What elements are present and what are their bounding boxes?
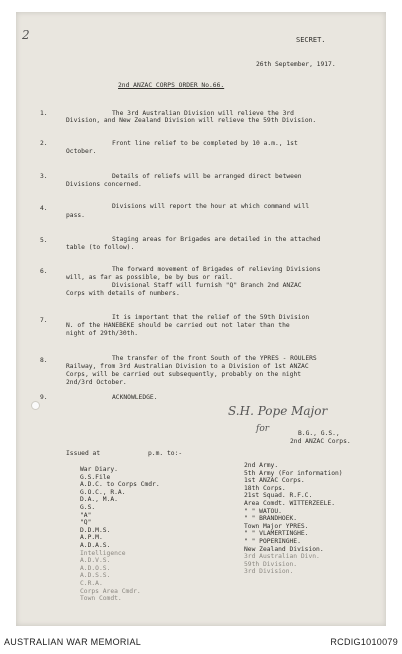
para-line: Divisions concerned.	[66, 181, 142, 188]
footer-bar	[0, 628, 402, 654]
distribution-entry: D.A., M.A.	[80, 496, 118, 504]
distribution-entry: Town Comdt.	[80, 595, 122, 603]
para-line: Front line relief to be completed by 10 a.m., 1st	[112, 140, 298, 147]
distribution-entry: " " BRANDHOEK.	[244, 515, 298, 523]
para-number: 2.	[40, 140, 48, 147]
para-number: 1.	[40, 110, 48, 117]
footer-record-id: RCDIG1010079	[330, 637, 398, 647]
para-line: Corps, will be carried out subsequently, probably on the night	[66, 371, 302, 378]
para-line: pass.	[66, 212, 85, 219]
footer-institution: AUSTRALIAN WAR MEMORIAL	[4, 637, 142, 647]
date: 26th September, 1917.	[256, 61, 336, 68]
para-line: Staging areas for Brigades are detailed in the attached	[112, 236, 321, 243]
distribution-entry: Area Comdt. WITTERZEELE.	[244, 500, 335, 507]
distribution-entry: A.D.C. to Corps Cmdr.	[80, 481, 160, 489]
distribution-entry: War Diary.	[80, 466, 118, 473]
distribution-entry: G.S.File	[80, 473, 111, 481]
distribution-entry: " " VLAMERTINGHE.	[244, 530, 309, 538]
para-number: 8.	[40, 357, 48, 364]
distribution-entry: Town Major YPRES.	[244, 522, 309, 530]
para-line: will, as far as possible, be by bus or rail.	[66, 274, 233, 281]
para-line: ACKNOWLEDGE.	[112, 394, 158, 401]
distribution-entry: " " POPERINGHE.	[244, 538, 301, 545]
para-number: 6.	[40, 268, 48, 275]
distribution-entry: Intelligence	[80, 549, 126, 557]
distribution-entry: D.D.M.S.	[80, 526, 111, 534]
distribution-entry: " " WATOU.	[244, 507, 282, 515]
order-title: 2nd ANZAC CORPS ORDER No.66.	[118, 82, 225, 89]
para-number: 7.	[40, 317, 48, 324]
para-line: Railway, from 3rd Australian Division to a Division of 1st ANZAC	[66, 363, 309, 370]
para-line: October.	[66, 148, 97, 155]
distribution-entry: G.O.C., R.A.	[80, 488, 126, 496]
para-line: Division, and New Zealand Division will relieve the 59th Division.	[66, 117, 317, 124]
para-line: table (to follow).	[66, 244, 135, 251]
signatory-rank: B.G., G.S.,	[298, 430, 340, 437]
para-line: The 3rd Australian Division will relieve the 3rd	[112, 110, 294, 117]
distribution-entry: A.D.A.S.	[80, 542, 111, 549]
issued-at: Issued at	[66, 450, 101, 457]
page-number-handwritten: 2	[22, 28, 30, 42]
distribution-entry: 21st Squad. R.F.C.	[244, 492, 313, 500]
para-line: N. of the HANEBEKE should be carried out not later than the	[66, 322, 290, 329]
distribution-entry: 59th Division.	[244, 560, 298, 568]
distribution-entry: 3rd Australian Divn.	[244, 553, 320, 561]
para-number: 5.	[40, 237, 48, 244]
distribution-entry: "A"	[80, 511, 92, 519]
para-line: The transfer of the front South of the YPRES - ROULERS	[112, 355, 317, 362]
signatory-unit: 2nd ANZAC Corps.	[290, 438, 351, 445]
para-line: The forward movement of Brigades of relieving Divisions	[112, 266, 321, 273]
para-number: 3.	[40, 173, 48, 180]
para-line: 2nd/3rd October.	[66, 379, 127, 386]
punch-hole	[31, 401, 40, 410]
para-line: Details of reliefs will be arranged direct between	[112, 173, 302, 180]
issued-pm: p.m. to:-	[148, 450, 183, 457]
distribution-entry: G.S.	[80, 504, 96, 511]
distribution-entry: 5th Army (For information)	[244, 469, 343, 477]
para-number: 9.	[40, 394, 48, 401]
para-line: Corps with details of numbers.	[66, 290, 180, 297]
para-line: It is important that the relief of the 59th Division	[112, 314, 310, 321]
para-line: Divisional Staff will furnish "Q" Branch 2nd ANZAC	[112, 282, 302, 289]
para-line: night of 29th/30th.	[66, 330, 139, 337]
distribution-entry: 18th Corps.	[244, 484, 286, 492]
signature: S.H. Pope Major	[228, 404, 328, 418]
classification: SECRET.	[296, 36, 326, 44]
distribution-entry: A.D.O.S.	[80, 564, 111, 572]
signature-for: for	[256, 424, 270, 434]
distribution-entry: A.D.S.S.	[80, 572, 111, 580]
distribution-entry: A.P.M.	[80, 534, 103, 542]
distribution-entry: "Q"	[80, 519, 92, 527]
distribution-entry: 2nd Army.	[244, 462, 279, 469]
distribution-entry: Corps Area Cmdr.	[80, 587, 141, 595]
distribution-entry: 1st ANZAC Corps.	[244, 477, 305, 485]
para-number: 4.	[40, 205, 48, 212]
distribution-entry: 3rd Division.	[244, 568, 294, 576]
distribution-entry: C.R.A.	[80, 580, 103, 587]
distribution-entry: New Zealand Division.	[244, 545, 324, 553]
para-line: Divisions will report the hour at which command will	[112, 203, 310, 210]
distribution-entry: A.D.V.S.	[80, 557, 111, 565]
